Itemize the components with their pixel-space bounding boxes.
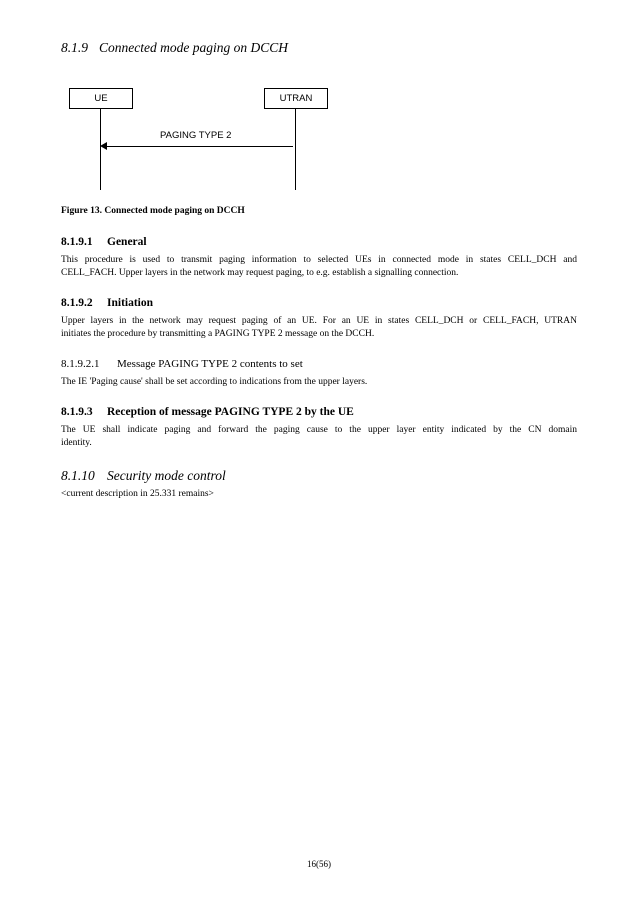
heading-title: Message PAGING TYPE 2 contents to set	[117, 358, 303, 370]
heading-8-1-9-2	[61, 297, 153, 309]
ue-entity-box	[69, 88, 133, 109]
heading-title: Initiation	[107, 297, 154, 309]
text-line: identity.	[61, 438, 92, 448]
heading-8-1-9-2-1	[61, 358, 303, 370]
text-line: The IE 'Paging cause' shall be set according to indications from the upper layers.	[61, 377, 368, 387]
text-line: <current description in 25.331 remains>	[61, 489, 214, 499]
heading-title: Connected mode paging on DCCH	[99, 40, 288, 55]
text-line: This procedure is used to transmit paging information to selected UEs in connected mode in states CELL_DCH and	[61, 255, 577, 265]
sequence-diagram	[0, 0, 638, 200]
heading-title: Security mode control	[107, 468, 226, 483]
heading-8-1-10	[61, 468, 226, 484]
utran-lifeline	[295, 108, 296, 190]
heading-number: 8.1.9.2.1	[61, 358, 100, 370]
heading-number: 8.1.9	[61, 40, 88, 55]
text-line: Upper layers in the network may request paging of an UE. For an UE in states CELL_DCH or CELL_FACH, UTRAN	[61, 316, 577, 326]
text-line: initiates the procedure by transmitting a PAGING TYPE 2 message on the DCCH.	[61, 329, 375, 339]
text-line: The UE shall indicate paging and forward the paging cause to the upper layer entity indicated by the CN domain	[61, 425, 577, 435]
heading-number: 8.1.9.2	[61, 297, 93, 309]
heading-8-1-9-3	[61, 406, 354, 418]
paragraph-initiation	[61, 315, 577, 341]
page-number: 16(56)	[307, 859, 331, 869]
utran-entity-box	[264, 88, 328, 109]
paragraph-reception	[61, 424, 577, 450]
heading-8-1-9-1	[61, 236, 147, 248]
heading-title: General	[107, 236, 147, 248]
heading-number: 8.1.9.3	[61, 406, 93, 418]
paragraph-message-contents	[61, 376, 577, 389]
paging-message-arrow	[104, 146, 293, 147]
utran-entity-label: UTRAN	[279, 93, 313, 104]
arrow-head-icon	[100, 142, 107, 150]
figure-caption: Figure 13. Connected mode paging on DCCH	[61, 206, 245, 216]
heading-number: 8.1.10	[61, 468, 95, 483]
paragraph-security-mode	[61, 488, 577, 501]
heading-number: 8.1.9.1	[61, 236, 93, 248]
paragraph-general	[61, 254, 577, 280]
paging-message-label: PAGING TYPE 2	[160, 130, 232, 141]
heading-title: Reception of message PAGING TYPE 2 by the UE	[107, 406, 354, 418]
text-line: CELL_FACH. Upper layers in the network may request paging, to e.g. establish a signalling connection.	[61, 268, 459, 278]
ue-entity-label: UE	[94, 93, 108, 104]
